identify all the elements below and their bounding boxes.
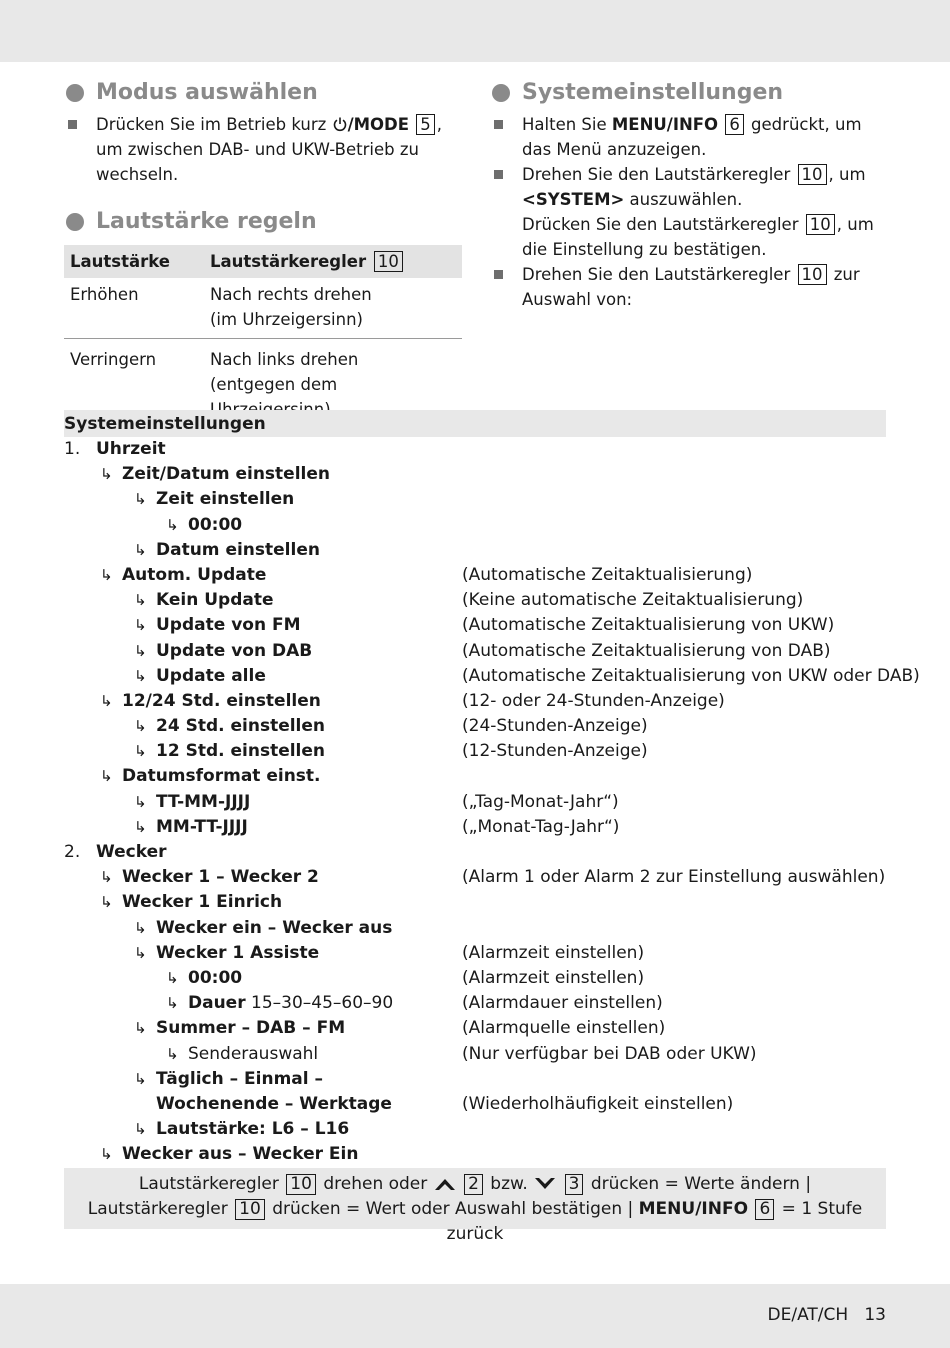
menu-number: 2. <box>64 842 81 862</box>
menu-item-label <box>166 991 393 1016</box>
table-header-cell: Lautstärkeregler 10 <box>204 245 462 278</box>
menu-item-label <box>100 462 330 487</box>
menu-row <box>64 588 886 613</box>
sub-arrow-icon: ↳ <box>134 490 147 509</box>
info-line-1: Lautstärkeregler 10 drehen oder 2 bzw. 3 drücken = Werte ändern | <box>138 1174 812 1194</box>
menu-item-note: (Nur verfügbar bei DAB oder UKW) <box>462 1043 757 1064</box>
square-bullet-icon <box>494 170 503 179</box>
menu-item-note: (12- oder 24-Stunden-Anzeige) <box>462 690 725 711</box>
menu-row <box>64 513 886 538</box>
menu-item-label <box>134 639 312 664</box>
menu-item-text: Uhrzeit <box>96 439 166 459</box>
menu-item-label <box>134 1092 392 1117</box>
section-title-volume: Lautstärke regeln <box>64 207 464 237</box>
menu-item-text: Wecker 1 – Wecker 2 <box>122 867 319 888</box>
menu-item-note: („Tag-Monat-Jahr“) <box>462 791 619 812</box>
ref-number: 5 <box>416 114 435 135</box>
menu-item-label <box>100 764 321 789</box>
menu-row <box>64 1042 886 1067</box>
sub-arrow-icon: ↳ <box>166 515 179 534</box>
menu-item-note: (24-Stunden-Anzeige) <box>462 716 648 737</box>
menu-item-text: Täglich – Einmal – <box>156 1068 324 1089</box>
menu-item-text: 00:00 <box>188 514 243 535</box>
menu-item-label <box>134 941 319 966</box>
chevron-up-icon <box>433 1176 457 1192</box>
menu-item-label <box>166 513 242 538</box>
sub-arrow-icon: ↳ <box>134 591 147 610</box>
menu-item-note: (Alarmdauer einstellen) <box>462 993 663 1014</box>
sub-arrow-icon: ↳ <box>134 918 147 937</box>
menu-item-label <box>100 689 321 714</box>
menu-item-text: Wochenende – Werktage <box>156 1093 392 1114</box>
menu-item-label <box>166 1042 318 1067</box>
system-instruction-1: Halten Sie MENU/INFO 6 gedrückt, um das Menü anzuzeigen. <box>490 112 890 162</box>
square-bullet-icon <box>68 120 77 129</box>
sub-arrow-icon: ↳ <box>100 465 113 484</box>
system-instruction-3: Drehen Sie den Lautstärkeregler 10 zur Auswahl von: <box>490 262 890 312</box>
menu-row <box>64 538 886 563</box>
menu-row <box>64 865 886 890</box>
menu-row <box>64 890 886 915</box>
menu-item-text: Autom. Update <box>122 564 267 585</box>
square-bullet-icon <box>494 120 503 129</box>
menu-item-label <box>96 437 166 462</box>
sub-arrow-icon: ↳ <box>134 1120 147 1139</box>
menu-item-text: Wecker aus – Wecker Ein <box>122 1144 359 1165</box>
menu-row <box>64 739 886 764</box>
menu-item-text: Wecker <box>96 842 167 862</box>
menu-item-text: Lautstärke: L6 – L16 <box>156 1119 350 1140</box>
sub-arrow-icon: ↳ <box>134 792 147 811</box>
sub-arrow-icon: ↳ <box>100 767 113 786</box>
menu-item-text: Datum einstellen <box>156 539 320 560</box>
menu-item-note: (Keine automatische Zeitaktualisierung) <box>462 590 804 611</box>
menu-item-text: Wecker 1 Einrich <box>122 892 283 913</box>
info-line-2: Lautstärkeregler 10 drücken = Wert oder Auswahl bestätigen | MENU/INFO 6 = 1 Stufe zurück <box>87 1199 863 1244</box>
menu-item-text: Wecker ein – Wecker aus <box>156 917 393 938</box>
menu-item-label <box>134 487 294 512</box>
menu-row <box>64 1016 886 1041</box>
menu-item-label <box>100 1142 358 1167</box>
menu-row <box>64 790 886 815</box>
table-row: Erhöhen Nach rechts drehen (im Uhrzeigersinn) <box>64 278 462 339</box>
sub-arrow-icon: ↳ <box>166 1044 179 1063</box>
bullet-circle-icon <box>66 84 84 102</box>
menu-item-note: (Wiederholhäufigkeit einstellen) <box>462 1093 734 1114</box>
section-title-system: Systemeinstellungen <box>490 78 890 108</box>
menu-row <box>64 664 920 689</box>
sub-arrow-icon: ↳ <box>134 1069 147 1088</box>
sub-arrow-icon: ↳ <box>134 717 147 736</box>
menu-item-note: (Automatische Zeitaktualisierung von DAB) <box>462 640 831 661</box>
square-bullet-icon <box>494 270 503 279</box>
menu-item-text: Update von FM <box>156 615 301 636</box>
menu-row <box>64 840 886 865</box>
chevron-down-icon <box>533 1176 557 1192</box>
menu-row <box>64 689 886 714</box>
menu-item-text: 12/24 Std. einstellen <box>122 690 321 711</box>
menu-row <box>64 916 886 941</box>
left-column <box>64 78 464 428</box>
menu-item-text: 00:00 <box>188 967 243 988</box>
menu-item-text: Datumsformat einst. <box>122 766 321 787</box>
table-row: Verringern Nach links drehen (entgegen dem <box>70 350 359 394</box>
menu-item-label <box>134 714 325 739</box>
menu-tree <box>64 410 920 1167</box>
menu-item-label <box>134 1016 345 1041</box>
menu-row <box>64 1067 886 1092</box>
sub-arrow-icon: ↳ <box>134 616 147 635</box>
menu-item-label <box>134 739 325 764</box>
sub-arrow-icon: ↳ <box>134 641 147 660</box>
menu-item-label <box>134 815 248 840</box>
menu-item-note: (Automatische Zeitaktualisierung von UKW) <box>462 615 835 636</box>
menu-row <box>64 764 886 789</box>
menu-item-label <box>134 664 266 689</box>
menu-item-label <box>134 916 392 941</box>
menu-item-text: Summer – DAB – FM <box>156 1018 346 1039</box>
sub-arrow-icon: ↳ <box>134 666 147 685</box>
right-column <box>490 78 890 312</box>
menu-row <box>64 613 886 638</box>
section-title-modus: Modus auswählen <box>64 78 464 108</box>
menu-item-label <box>100 563 266 588</box>
sub-arrow-icon: ↳ <box>100 1145 113 1164</box>
menu-row <box>64 941 886 966</box>
system-instruction-2: Drehen Sie den Lautstärkeregler 10 , um <SYSTEM> auszuwählen. Drücken Sie den Lautstärkeregler 10 , um die Einstellung zu bestätigen. <box>490 162 890 262</box>
menu-item-note: (12-Stunden-Anzeige) <box>462 741 648 762</box>
menu-item-label <box>134 1067 323 1092</box>
menu-item-label <box>166 966 242 991</box>
volume-table <box>64 245 462 428</box>
menu-item-note: (Automatische Zeitaktualisierung von UKW oder DAB) <box>462 665 920 686</box>
menu-item-text: Zeit einstellen <box>156 489 295 510</box>
menu-row <box>64 462 886 487</box>
menu-item-text: Update alle <box>156 665 266 686</box>
menu-item-text: Kein Update <box>156 590 274 611</box>
sub-arrow-icon: ↳ <box>166 968 179 987</box>
menu-item-note: (Alarmzeit einstellen) <box>462 967 645 988</box>
menu-item-extra: 15–30–45–60–90 <box>245 993 394 1014</box>
sub-arrow-icon: ↳ <box>134 817 147 836</box>
menu-item-label <box>134 538 320 563</box>
menu-item-label <box>134 1117 349 1142</box>
power-icon <box>332 116 348 132</box>
menu-item-note: (Alarmzeit einstellen) <box>462 942 645 963</box>
menu-row <box>64 1117 886 1142</box>
sub-arrow-icon: ↳ <box>134 540 147 559</box>
menu-item-note: („Monat-Tag-Jahr“) <box>462 816 620 837</box>
page-footer: DE/AT/CH 13 <box>767 1305 886 1325</box>
menu-item-label <box>100 865 319 890</box>
menu-item-text: Dauer <box>188 993 246 1014</box>
menu-number: 1. <box>64 439 81 459</box>
menu-rows <box>64 437 920 1167</box>
menu-item-label <box>134 790 250 815</box>
menu-item-label <box>134 588 274 613</box>
sub-arrow-icon: ↳ <box>134 742 147 761</box>
table-header-cell: Lautstärke <box>64 245 204 278</box>
modus-instruction: Drücken Sie im Betrieb kurz /MODE 5 , um zwischen DAB- und UKW-Betrieb zu wechseln. <box>64 112 464 187</box>
sub-arrow-icon: ↳ <box>134 943 147 962</box>
menu-item-text: Zeit/Datum einstellen <box>122 464 330 485</box>
menu-row <box>64 487 886 512</box>
menu-item-note: (Alarm 1 oder Alarm 2 zur Einstellung auswählen) <box>462 867 886 888</box>
menu-tree-header: Systemeinstellungen <box>64 410 886 437</box>
menu-row <box>64 639 886 664</box>
menu-row <box>64 714 886 739</box>
menu-item-label <box>134 613 301 638</box>
menu-row <box>64 991 886 1016</box>
menu-row <box>64 966 886 991</box>
menu-item-note: (Automatische Zeitaktualisierung) <box>462 564 753 585</box>
sub-arrow-icon: ↳ <box>100 691 113 710</box>
menu-item-text: 24 Std. einstellen <box>156 716 326 737</box>
menu-row <box>64 1092 886 1117</box>
menu-item-label <box>96 840 167 865</box>
bullet-circle-icon <box>492 84 510 102</box>
menu-item-note: (Alarmquelle einstellen) <box>462 1018 666 1039</box>
menu-row <box>64 1142 886 1167</box>
bullet-circle-icon <box>66 213 84 231</box>
info-box <box>64 1168 886 1244</box>
menu-item-text: Senderauswahl <box>188 1043 319 1064</box>
menu-row <box>64 563 886 588</box>
sub-arrow-icon: ↳ <box>134 1019 147 1038</box>
menu-item-text: Wecker 1 Assiste <box>156 942 320 963</box>
sub-arrow-icon: ↳ <box>100 893 113 912</box>
menu-item-text: 12 Std. einstellen <box>156 741 326 762</box>
menu-item-text: MM-TT-JJJJ <box>156 816 248 837</box>
sub-arrow-icon: ↳ <box>100 868 113 887</box>
sub-arrow-icon: ↳ <box>100 565 113 584</box>
menu-item-text: TT-MM-JJJJ <box>156 791 251 812</box>
menu-row <box>64 437 886 462</box>
menu-row <box>64 815 886 840</box>
sub-arrow-icon: ↳ <box>166 994 179 1013</box>
header-band <box>0 0 950 62</box>
menu-item-label <box>100 890 282 915</box>
menu-item-text: Update von DAB <box>156 640 313 661</box>
